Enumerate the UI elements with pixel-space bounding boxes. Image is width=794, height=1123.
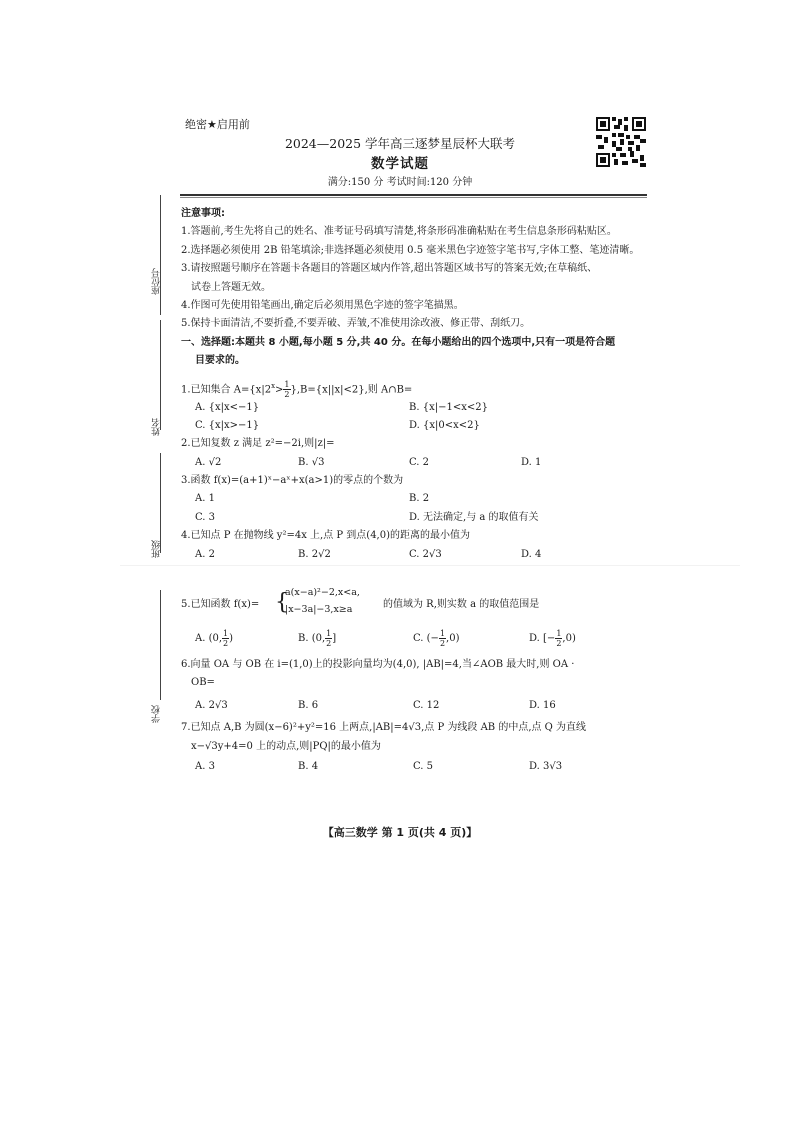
exam-title: 2024—2025 学年高三逐梦星辰杯大联考 [284, 136, 516, 151]
question-3-options [181, 509, 651, 527]
binding-line [160, 453, 161, 553]
option-d[interactable]: D. 1 [521, 456, 542, 468]
question-5-options [181, 624, 651, 652]
binding-line [160, 320, 161, 430]
question-1-stem: 1.已知集合 $A=\{x|2^x>$ $\frac{1}{2}$ },B={x||x|<2},则 A∩B= [181, 379, 413, 399]
question-1-options [181, 399, 651, 417]
notice-item: 5.保持卡面清洁,不要折叠,不要弄破、弄皱,不准使用涂改液、修正带、刮纸刀。 [181, 318, 531, 330]
question-4-stem: 4.已知点 P 在抛物线 y²=4x 上,点 P 到点(4,0)的距离的最小值为 [181, 530, 470, 542]
option-d[interactable]: D. 无法确定,与 a 的取值有关 [409, 511, 539, 523]
option-b[interactable]: B. 4 [298, 760, 319, 772]
question-3-stem: 3.函数 f(x)=(a+1)ˣ−aˣ+x(a>1)的零点的个数为 [181, 475, 404, 487]
option-b[interactable]: B. 2√2 [298, 548, 331, 560]
name-label: 姓名 [152, 418, 162, 436]
question-7-stem-cont: x−√3y+4=0 上的动点,则|PQ|的最小值为 [191, 740, 381, 752]
school-label: 学校 [152, 705, 162, 723]
option-d[interactable]: D. [− $\frac{1}{2}$ ,0) [529, 629, 576, 649]
notice-item: 4.作图可先使用铅笔画出,确定后必须用黑色字迹的签字笔描黑。 [181, 299, 464, 311]
page-footer: 【高三数学 第 1 页(共 4 页)】 [322, 826, 478, 839]
option-d[interactable]: D. 16 [529, 699, 556, 711]
seat-number-label: 座位号 [152, 268, 162, 295]
option-c[interactable]: C. {x|x>−1} [195, 419, 260, 431]
score-time: 满分:150 分 考试时间:120 分钟 [327, 177, 473, 188]
option-c[interactable]: C. 3 [195, 511, 216, 523]
section-heading: 一、选择题:本题共 8 小题,每小题 5 分,共 40 分。在每小题给出的四个选项中,只有一项是符合题 [181, 336, 616, 348]
option-a[interactable]: A. {x|x<−1} [195, 401, 260, 413]
notice-item: 3.请按照题号顺序在答题卡各题目的答题区域内作答,超出答题区域书写的答案无效;在草稿纸、 [181, 263, 598, 275]
notice-item: 试卷上答题无效。 [191, 281, 271, 293]
class-label: 班级 [152, 540, 162, 558]
option-b[interactable]: B. 2 [409, 493, 430, 505]
option-c[interactable]: C. 2√3 [409, 548, 442, 560]
subject-title: 数学试题 [371, 156, 429, 172]
option-a[interactable]: A. 2 [195, 548, 215, 560]
option-d[interactable]: D. 4 [521, 548, 542, 560]
question-5-stem: 5.已知函数 f(x)= { a(x−a)²−2,x<a, |x−3a|−3,x≥a 的值域为 R,则实数 a 的取值范围是 [181, 586, 651, 624]
qr-code-icon [596, 117, 646, 167]
confidential-mark: 绝密★启用前 [185, 118, 250, 131]
option-d[interactable]: D. 3√3 [529, 760, 563, 772]
option-c[interactable]: C. 2 [409, 456, 430, 468]
question-3-options [181, 490, 651, 508]
option-a[interactable]: A. (0, $\frac{1}{2}$ ) [195, 629, 234, 649]
header-rule-thin [180, 197, 647, 198]
option-a[interactable]: A. 3 [195, 760, 215, 772]
option-c[interactable]: C. 12 [413, 699, 440, 711]
brace: { [275, 590, 289, 616]
binding-line [160, 590, 161, 700]
header-rule [180, 194, 647, 196]
question-2-stem: 2.已知复数 z 满足 z²=−2i,则|z|= [181, 438, 335, 450]
question-6-options [181, 697, 651, 715]
notice-heading: 注意事项: [181, 208, 225, 219]
option-c[interactable]: C. 5 [413, 760, 434, 772]
option-c[interactable]: C. (− $\frac{1}{2}$ ,0) [413, 629, 460, 649]
question-6-stem: 6.向量 OA 与 OB 在 i=(1,0)上的投影向量均为(4,0), |AB|=4,当∠AOB 最大时,则 OA · [181, 659, 575, 671]
notice-item: 1.答题前,考生先将自己的姓名、准考证号码填写清楚,将条形码准确粘贴在考生信息条形码粘贴区。 [181, 226, 617, 238]
question-7-stem: 7.已知点 A,B 为圆(x−6)²+y²=16 上两点,|AB|=4√3,点 P 为线段 AB 的中点,点 Q 为直线 [181, 722, 587, 734]
option-a[interactable]: A. 2√3 [195, 699, 228, 711]
question-1-options [181, 417, 651, 435]
option-b[interactable]: B. √3 [298, 456, 325, 468]
option-d[interactable]: D. {x|0<x<2} [409, 419, 480, 431]
question-6-stem-cont: OB= [191, 677, 215, 689]
section-heading-cont: 目要求的。 [195, 355, 245, 367]
option-a[interactable]: A. √2 [195, 456, 222, 468]
option-a[interactable]: A. 1 [195, 493, 215, 505]
question-4-options [181, 546, 651, 564]
fraction: $\frac{1}{2}$ [284, 379, 290, 399]
question-7-options [181, 758, 651, 776]
option-b[interactable]: B. 6 [298, 699, 319, 711]
option-b[interactable]: B. (0, $\frac{1}{2}$ ] [298, 629, 337, 649]
binding-line [160, 195, 161, 315]
notice-item: 2.选择题必须使用 2B 铅笔填涂;非选择题必须使用 0.5 毫米黑色字迹签字笔书写,字体工整、笔迹清晰。 [181, 244, 640, 256]
question-2-options [181, 454, 651, 472]
option-b[interactable]: B. {x|−1<x<2} [409, 401, 488, 413]
exam-body [181, 205, 651, 776]
